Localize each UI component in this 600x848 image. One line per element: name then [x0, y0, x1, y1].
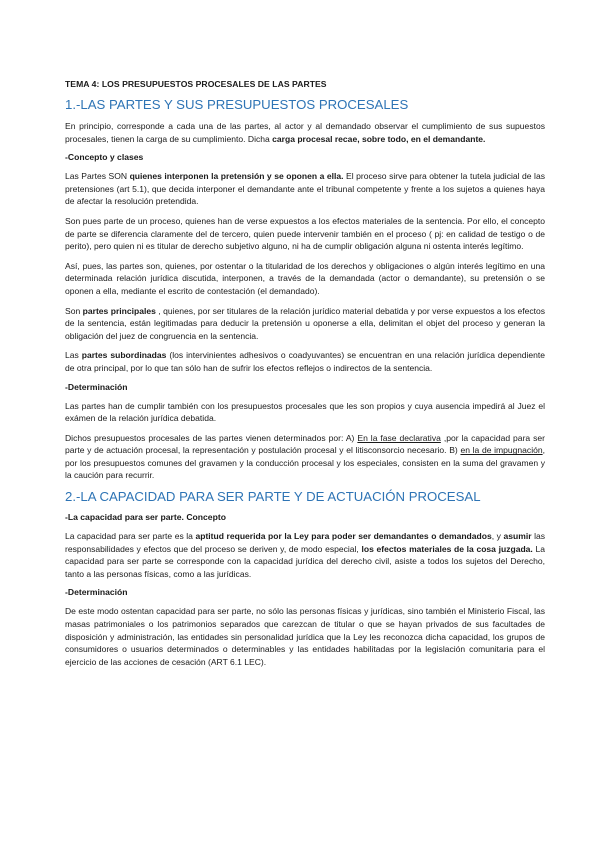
underline-run: en la de impugnación: [460, 445, 543, 456]
bold-run: carga procesal recae, sobre todo, en el demandante.: [272, 133, 486, 144]
section-2-heading: 2.-LA CAPACIDAD PARA SER PARTE Y DE ACTUACIÓN PROCESAL: [65, 489, 481, 505]
s2-paragraph-1: [65, 530, 545, 580]
bold-run: aptitud requerida por la Ley para poder ser demandantes o demandados: [195, 531, 492, 542]
s2-paragraph-2: De este modo ostentan capacidad para ser parte, no sólo las personas físicas y jurídicas, sino también el Ministerio Fiscal, las masas patrimoniales o los patrimonios separados que carezcan de titular o que se hayan privados de sus facultades de disposición y administración, las entidades sin personalidad jurídica que la Ley les reconozca dicha capacidad, los grupos de consumidores o usuarios determinados o determinables y las entidades habilitadas por la legislación comunitaria para el ejercicio de las acciones de cesación (ART 6.1 LEC).: [65, 606, 545, 667]
s1-paragraph-4: Así, pues, las partes son, quienes, por ostentar o la titularidad de los derechos y obligaciones o algún interés legítimo en una determinada relación jurídica discutida, interponen, a través de la demandada (actor o demandante), su pretensión o se oponen a ella, mediante el escrito de contestación (el demandado).: [65, 260, 545, 296]
underline-run: En la fase declarativa: [357, 432, 441, 443]
text-run: La capacidad para ser parte es la: [65, 531, 196, 542]
text-run: Las Partes SON: [65, 171, 130, 182]
bold-run: asumir: [503, 531, 532, 542]
text-run: Dichos presupuestos procesales de las partes vienen determinados por: A): [65, 432, 358, 443]
text-run: El proceso sirve para obtener la tutela judicial de las pretensiones (art 5.1), que decida interponer el demandante ante el tribunal competente y frente a los sujetos a quienes haya de afectar la resolución pretendida.: [65, 171, 545, 207]
s1-paragraph-5: [65, 305, 545, 343]
text-run: Son: [65, 305, 83, 316]
text-run: (los intervinientes adhesivos o coadyuvantes) se encuentran en una relación jurídica dependiente de otra principal, por lo que tan sólo han de sufrir los efectos reflejos o indirectos de la sentencia.: [65, 350, 545, 373]
s1-paragraph-7: Las partes han de cumplir también con los presupuestos procesales que les son propios y cuya ausencia impedirá al Juez el exámen de la relación jurídica debatida.: [65, 400, 545, 424]
text-run: , quienes, por ser titulares de la relación jurídico material debatida y por verse expuestos a los efectos de la sentencia, están legitimadas para deducir la pretensión u oponerse a ella, delimitan el objet del proceso y generan la obligación del juez de congruencia en la sentencia.: [65, 305, 545, 341]
s1-paragraph-6: [65, 349, 545, 374]
subheading-determinacion: -Determinación: [65, 381, 128, 392]
s1-paragraph-2: [65, 170, 545, 208]
text-run: La capacidad para ser parte se corresponde con la capacidad jurídica del derecho civil, asiste a todos los sujetos del Derecho, tanto a las personas físicas, como a las jurídicas.: [65, 543, 545, 579]
text-run: , y: [491, 531, 504, 542]
section-1-heading: 1.-LAS PARTES Y SUS PRESUPUESTOS PROCESALES: [65, 97, 409, 112]
subheading-determinacion-2: -Determinación: [65, 587, 128, 598]
s1-paragraph-8: [65, 432, 545, 482]
document-title: TEMA 4: LOS PRESUPUESTOS PROCESALES DE LAS PARTES: [65, 79, 327, 89]
text-run: ,por la capacidad para ser parte y de actuación procesal, la representación y postulación procesal y el litisconsorcio necesario. B): [65, 432, 546, 456]
text-run: las responsabilidades y efectos que del proceso se deriven y, de modo especial,: [65, 531, 546, 554]
subheading-capacidad-concepto: -La capacidad para ser parte. Concepto: [65, 512, 226, 523]
bold-run: los efectos materiales de la cosa juzgada.: [361, 543, 533, 554]
bold-run: partes subordinadas: [81, 350, 167, 361]
subheading-concepto-clases: -Concepto y clases: [65, 152, 144, 163]
text-run: , por los presupuestos comunes del gravamen y la conducción procesal y los especiales, consisten en la suma del gravamen y la caución para recurrir.: [65, 445, 545, 481]
s1-paragraph-3: Son pues parte de un proceso, quienes han de verse expuestos a los efectos materiales de la sentencia. Por ello, el concepto de parte se diferencia claramente del de tercero, quien puede intervenir también en el proceso ( pj: en calidad de testigo o de perito), pero quien ni es titular de derecho subjetivo alguno, ni ha de cumplir obligación alguna ni ostenta interés legítimo.: [65, 215, 545, 252]
s1-paragraph-1: [65, 120, 545, 145]
bold-run: partes principales: [82, 305, 156, 316]
text-run: Las: [65, 350, 82, 361]
bold-run: quienes interponen la pretensión y se oponen a ella.: [129, 171, 344, 182]
text-run: En principio, corresponde a cada una de las partes, al actor y al demandado observar el cumplimiento de sus supuestos procesales, tienen la carga de su cumplimiento. Dicha: [65, 121, 545, 144]
